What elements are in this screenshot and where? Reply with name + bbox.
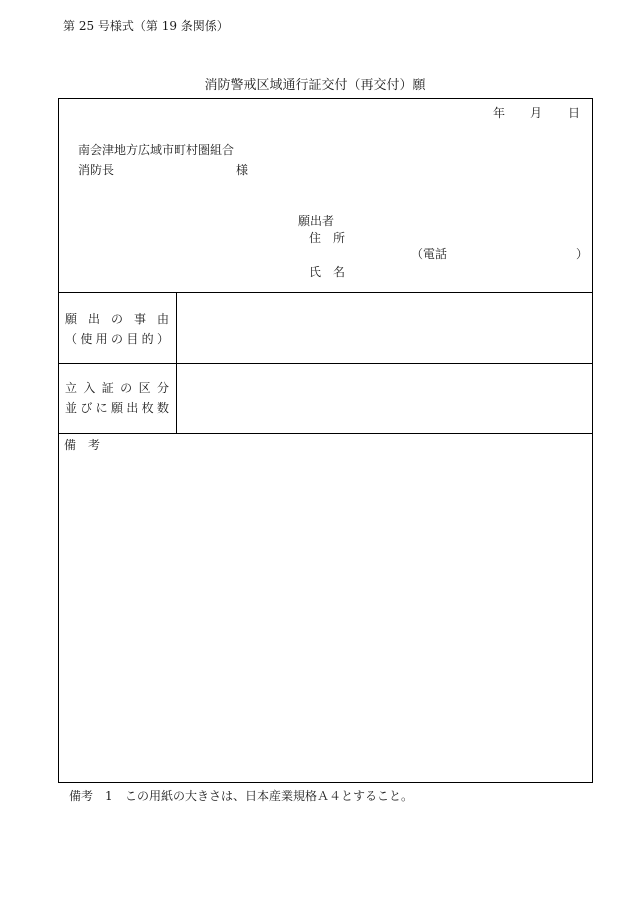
divider-line <box>59 433 592 434</box>
pass-class-label-line1: 立 入 証 の 区 分 <box>65 381 169 395</box>
addressee-honorific: 様 <box>236 163 249 177</box>
applicant-heading: 願出者 <box>298 214 335 228</box>
reason-label-line1: 願 出 の 事 由 <box>65 312 169 326</box>
applicant-address-label: 住 所 <box>309 231 346 245</box>
remarks-label: 備 考 <box>64 438 101 452</box>
remarks-input-area[interactable] <box>60 455 591 781</box>
footnote-label: 備考 <box>69 789 94 803</box>
footnote-number: 1 <box>105 789 113 803</box>
reason-label-line2: （ 使 用 の 目 的 ） <box>65 332 169 346</box>
date-day-label: 日 <box>568 106 581 120</box>
reason-input-area[interactable] <box>177 293 592 363</box>
pass-class-input-area[interactable] <box>177 364 592 433</box>
page-title: 消防警戒区域通行証交付（再交付）願 <box>204 78 426 93</box>
date-month-label: 月 <box>530 106 543 120</box>
pass-class-label-line2: 並 び に 願 出 枚 数 <box>65 401 169 415</box>
date-year-label: 年 <box>493 106 506 120</box>
reason-label <box>65 312 169 346</box>
applicant-phone-open: （電話 <box>411 247 448 261</box>
addressee-chief: 消防長 <box>78 163 115 177</box>
applicant-phone-close: ） <box>576 247 589 261</box>
applicant-name-label: 氏 名 <box>309 265 346 279</box>
footnote-text: この用紙の大きさは、日本産業規格Ａ４とすること。 <box>125 789 414 803</box>
application-form <box>58 98 593 783</box>
form-number: 第 25 号様式（第 19 条関係） <box>63 19 229 33</box>
pass-class-label <box>65 381 169 415</box>
addressee-organization: 南会津地方広域市町村圏組合 <box>78 143 235 157</box>
